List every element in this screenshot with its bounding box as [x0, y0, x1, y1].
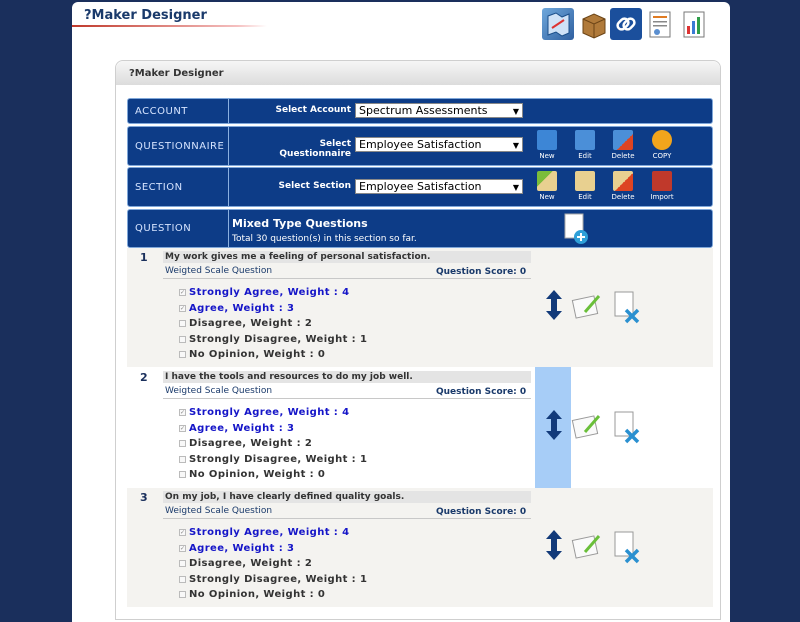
title-underline [72, 25, 267, 27]
question-number: 3 [140, 491, 148, 504]
copy-icon [652, 130, 672, 150]
question-text: On my job, I have clearly defined quality goals. [163, 491, 531, 503]
question-row [127, 488, 713, 607]
chevron-down-icon: ▼ [512, 107, 519, 116]
folder-delete-icon [613, 130, 633, 150]
option-checkbox[interactable]: ✓ [180, 424, 186, 432]
question-row [127, 368, 713, 487]
select-questionnaire-label: Select Questionnaire [279, 139, 351, 159]
move-question-handle[interactable] [537, 528, 571, 562]
chart-icon[interactable] [678, 8, 710, 40]
question-row [127, 248, 713, 367]
option-checkbox[interactable] [179, 576, 186, 583]
answer-option [180, 302, 295, 314]
option-checkbox[interactable] [179, 320, 186, 327]
question-score: Question Score: 0 [436, 267, 527, 277]
answer-option [189, 454, 367, 465]
section-import-button[interactable] [644, 171, 680, 201]
option-label: Agree, Weight : 3 [189, 542, 295, 554]
option-checkbox[interactable] [179, 471, 186, 478]
chevron-down-icon: ▼ [512, 141, 519, 150]
question-type: Weigted Scale Question [165, 266, 273, 276]
questionnaire-new-button[interactable] [529, 130, 565, 160]
updown-arrow-icon [537, 528, 571, 562]
question-label: QUESTION [128, 210, 229, 247]
add-section-icon [537, 171, 557, 191]
import-label: Import [650, 193, 674, 201]
option-label: Disagree, Weight : 2 [189, 438, 313, 449]
answer-option [189, 589, 325, 600]
edit-label: Edit [578, 152, 592, 160]
option-label: No Opinion, Weight : 0 [189, 469, 326, 480]
answer-option [180, 527, 350, 538]
add-question-icon [564, 213, 590, 245]
report-icon[interactable] [644, 8, 676, 40]
option-label: Strongly Disagree, Weight : 1 [189, 333, 368, 345]
answer-option [180, 422, 295, 434]
questionnaire-edit-button[interactable] [567, 130, 603, 160]
delete-x-icon [611, 290, 645, 324]
chevron-down-icon: ▼ [512, 183, 519, 192]
answer-option [189, 318, 312, 329]
new-label: New [539, 193, 555, 201]
questionnaire-copy-button[interactable] [644, 130, 680, 160]
edit-pencil-icon [571, 410, 605, 444]
account-label: ACCOUNT [128, 99, 229, 123]
section-edit-button[interactable] [567, 171, 603, 201]
answer-option [189, 558, 312, 569]
option-checkbox[interactable] [179, 456, 186, 463]
delete-label: Delete [611, 193, 635, 201]
question-type: Weigted Scale Question [165, 386, 273, 396]
app-title: ?Maker Designer [84, 8, 207, 23]
option-checkbox[interactable] [179, 560, 186, 567]
edit-section-icon [575, 171, 595, 191]
question-score: Question Score: 0 [436, 387, 527, 397]
answer-option [180, 287, 350, 298]
option-label: Strongly Disagree, Weight : 1 [189, 453, 368, 465]
questionnaire-delete-button[interactable] [605, 130, 641, 160]
account-select-value: Spectrum Assessments [359, 104, 488, 117]
account-band [127, 98, 713, 124]
option-label: Strongly Agree, Weight : 4 [189, 407, 350, 418]
answer-option [189, 349, 325, 360]
question-score: Question Score: 0 [436, 507, 527, 517]
divider [163, 398, 531, 399]
edit-question-button[interactable] [571, 530, 605, 564]
question-number: 1 [140, 251, 148, 264]
question-count: Total 30 question(s) in this section so far. [232, 234, 417, 244]
edit-label: Edit [578, 193, 592, 201]
questionnaire-select-value: Employee Satisfaction [359, 138, 482, 151]
option-label: Agree, Weight : 3 [189, 302, 295, 314]
folder-edit-icon [575, 130, 595, 150]
option-checkbox[interactable] [179, 440, 186, 447]
section-new-button[interactable] [529, 171, 565, 201]
questionnaire-label: QUESTIONNAIRE [128, 127, 229, 165]
select-account-label: Select Account [275, 105, 351, 115]
divider [163, 278, 531, 279]
section-delete-button[interactable] [605, 171, 641, 201]
option-label: Disagree, Weight : 2 [189, 558, 313, 569]
account-select[interactable] [355, 103, 523, 118]
edit-pencil-icon [571, 290, 605, 324]
answer-option [189, 469, 325, 480]
questionnaire-band [127, 126, 713, 166]
option-label: Agree, Weight : 3 [189, 422, 295, 434]
answer-option [180, 407, 350, 418]
edit-question-button[interactable] [571, 290, 605, 324]
updown-arrow-icon [537, 408, 571, 442]
option-label: Strongly Agree, Weight : 4 [189, 287, 350, 298]
section-label: SECTION [128, 168, 229, 206]
delete-question-button[interactable] [611, 410, 645, 444]
map-icon[interactable] [542, 8, 574, 40]
option-label: No Opinion, Weight : 0 [189, 349, 326, 360]
option-label: Strongly Disagree, Weight : 1 [189, 573, 368, 585]
answer-option [180, 542, 295, 554]
question-number: 2 [140, 371, 148, 384]
edit-question-button[interactable] [571, 410, 605, 444]
section-band [127, 167, 713, 207]
answer-option [189, 334, 367, 345]
option-checkbox[interactable] [179, 351, 186, 358]
delete-x-icon [611, 410, 645, 444]
delete-label: Delete [611, 152, 635, 160]
edit-pencil-icon [571, 530, 605, 564]
questionnaire-select[interactable] [355, 137, 523, 152]
folder-new-icon [537, 130, 557, 150]
divider [163, 518, 531, 519]
option-checkbox[interactable]: ✓ [180, 544, 186, 552]
new-label: New [539, 152, 555, 160]
option-checkbox[interactable]: ✓ [180, 409, 186, 416]
section-select[interactable] [355, 179, 523, 194]
answer-option [189, 574, 367, 585]
delete-section-icon [613, 171, 633, 191]
panel-title: ?Maker Designer [116, 61, 720, 85]
option-checkbox[interactable] [179, 591, 186, 598]
delete-x-icon [611, 530, 645, 564]
delete-question-button[interactable] [611, 530, 645, 564]
option-checkbox[interactable]: ✓ [180, 529, 186, 536]
answer-option [189, 438, 312, 449]
move-question-handle[interactable] [537, 288, 571, 322]
question-text: I have the tools and resources to do my job well. [163, 371, 531, 383]
option-checkbox[interactable]: ✓ [180, 289, 186, 296]
option-checkbox[interactable] [179, 336, 186, 343]
option-label: No Opinion, Weight : 0 [189, 589, 326, 600]
delete-question-button[interactable] [611, 290, 645, 324]
select-section-label: Select Section [278, 181, 351, 191]
question-type: Weigted Scale Question [165, 506, 273, 516]
question-text: My work gives me a feeling of personal satisfaction. [163, 251, 531, 263]
import-icon [652, 171, 672, 191]
copy-label: COPY [652, 152, 672, 160]
section-title: Mixed Type Questions [232, 217, 368, 230]
box-icon[interactable] [578, 8, 610, 40]
option-checkbox[interactable]: ✓ [180, 304, 186, 312]
option-label: Disagree, Weight : 2 [189, 318, 313, 329]
move-question-handle[interactable] [537, 408, 571, 442]
option-label: Strongly Agree, Weight : 4 [189, 527, 350, 538]
section-select-value: Employee Satisfaction [359, 180, 482, 193]
question-band [127, 209, 713, 248]
updown-arrow-icon [537, 288, 571, 322]
link-icon[interactable] [610, 8, 642, 40]
add-question-button[interactable] [564, 213, 590, 245]
